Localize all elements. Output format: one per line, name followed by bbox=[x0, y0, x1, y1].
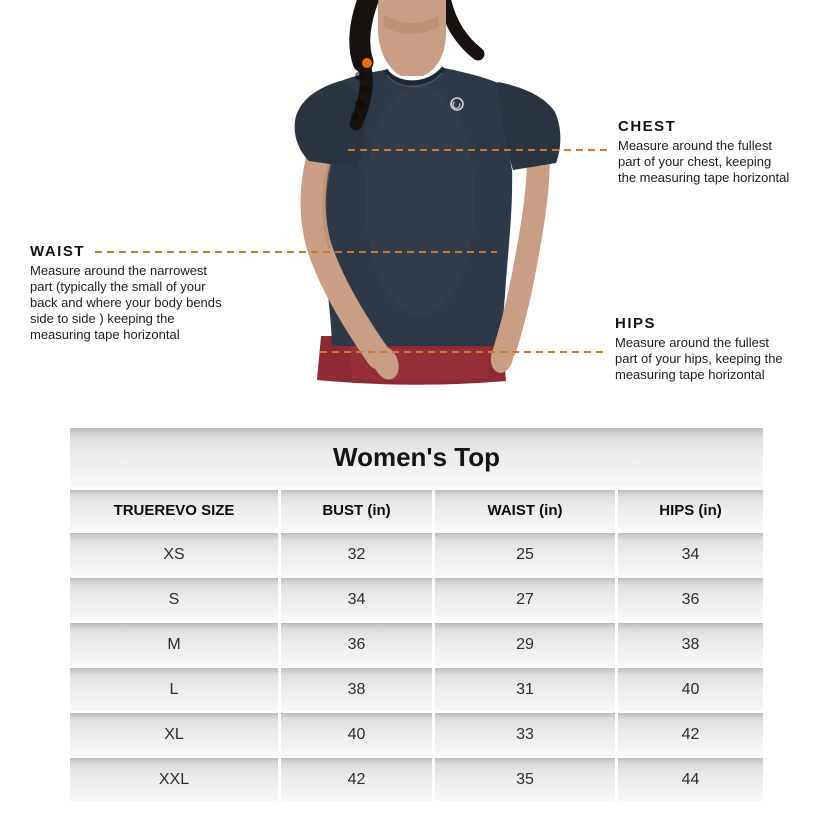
hips-text-line: Measure around the fullest bbox=[615, 335, 769, 350]
waist-text-line: Measure around the narrowest bbox=[30, 263, 208, 278]
cell-waist: 31 bbox=[435, 668, 615, 711]
tshirt-highlight bbox=[365, 85, 475, 315]
cell-bust: 32 bbox=[281, 533, 432, 576]
cell-waist: 35 bbox=[435, 758, 615, 801]
table-row bbox=[70, 623, 763, 666]
hair-strand-right bbox=[445, 2, 478, 54]
cell-waist: 33 bbox=[435, 713, 615, 756]
table-row bbox=[70, 578, 763, 621]
cell-size: XL bbox=[70, 713, 278, 756]
cell-size: L bbox=[70, 668, 278, 711]
neck bbox=[378, 0, 446, 76]
waist-heading: WAIST bbox=[30, 243, 85, 260]
size-chart-title: Women's Top bbox=[333, 442, 500, 472]
waist-text-line: measuring tape horizontal bbox=[30, 327, 180, 342]
cell-bust: 36 bbox=[281, 623, 432, 666]
cell-size: XS bbox=[70, 533, 278, 576]
cell-hips: 40 bbox=[618, 668, 763, 711]
header-cell-bust: BUST (in) bbox=[281, 490, 432, 530]
waist-text-line: part (typically the small of your bbox=[30, 279, 206, 294]
cell-size: XXL bbox=[70, 758, 278, 801]
size-chart-table bbox=[70, 428, 763, 803]
cell-hips: 34 bbox=[618, 533, 763, 576]
header-cell-hips: HIPS (in) bbox=[618, 490, 763, 530]
table-row bbox=[70, 713, 763, 756]
hair-tie bbox=[362, 58, 372, 68]
table-row bbox=[70, 533, 763, 576]
cell-hips: 44 bbox=[618, 758, 763, 801]
chest-heading: CHEST bbox=[618, 118, 677, 135]
cell-waist: 29 bbox=[435, 623, 615, 666]
hips-text-line: measuring tape horizontal bbox=[615, 367, 765, 382]
table-row bbox=[70, 758, 763, 801]
chest-text-line: the measuring tape horizontal bbox=[618, 170, 790, 185]
cell-size: S bbox=[70, 578, 278, 621]
cell-bust: 38 bbox=[281, 668, 432, 711]
hips-callout bbox=[615, 315, 815, 383]
cell-bust: 42 bbox=[281, 758, 432, 801]
cell-size: M bbox=[70, 623, 278, 666]
size-chart-title-band bbox=[70, 428, 763, 487]
cell-bust: 40 bbox=[281, 713, 432, 756]
header-cell-size: TRUEREVO SIZE bbox=[70, 490, 278, 530]
cell-waist: 27 bbox=[435, 578, 615, 621]
hips-heading: HIPS bbox=[615, 315, 657, 332]
table-row bbox=[70, 668, 763, 711]
waist-callout bbox=[30, 243, 240, 343]
chest-text-line: Measure around the fullest bbox=[618, 138, 772, 153]
cell-hips: 42 bbox=[618, 713, 763, 756]
cell-hips: 36 bbox=[618, 578, 763, 621]
cell-waist: 25 bbox=[435, 533, 615, 576]
waist-text-line: side to side ) keeping the bbox=[30, 311, 175, 326]
chest-text-line: part of your chest, keeping bbox=[618, 154, 772, 169]
cell-bust: 34 bbox=[281, 578, 432, 621]
hips-text-line: part of your hips, keeping the bbox=[615, 351, 783, 366]
chest-callout bbox=[618, 118, 818, 186]
waist-text-line: back and where your body bends bbox=[30, 295, 222, 310]
cell-hips: 38 bbox=[618, 623, 763, 666]
size-chart-header-row bbox=[70, 490, 763, 530]
header-cell-waist: WAIST (in) bbox=[435, 490, 615, 530]
